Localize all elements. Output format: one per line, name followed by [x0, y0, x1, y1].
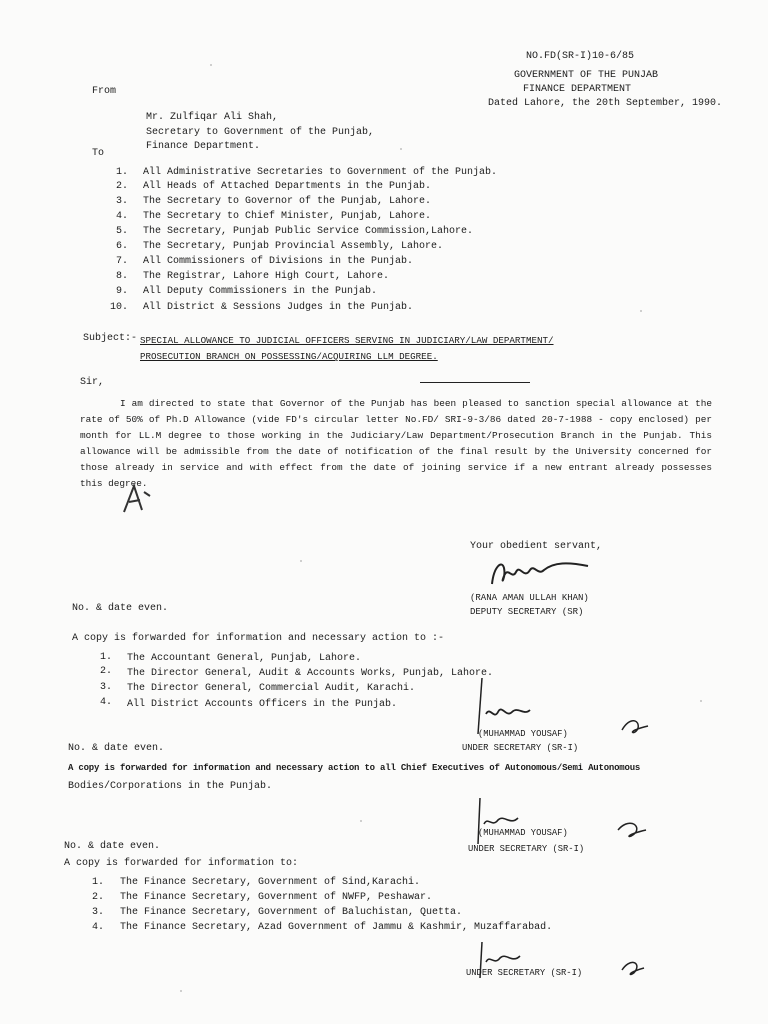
endorsement-1-item: The Director General, Commercial Audit, Karachi. [127, 683, 416, 694]
endorsement-1-item: All District Accounts Officers in the Punjab. [127, 699, 398, 710]
under-secretary-2-name: (MUHAMMAD YOUSAF) [478, 828, 568, 838]
list-number: 1. [116, 167, 129, 178]
scan-speck [400, 148, 402, 150]
to-label: To [92, 148, 105, 159]
scan-speck [300, 560, 302, 562]
list-number: 3. [100, 682, 113, 693]
list-number: 1. [100, 652, 113, 663]
endorsement-1-item: The Accountant General, Punjab, Lahore. [127, 653, 362, 664]
endorsement-3-intro: A copy is forwarded for information to: [64, 858, 299, 869]
subject-label: Subject:- [83, 333, 138, 344]
subject-line-2: PROSECUTION BRANCH ON POSSESSING/ACQUIRING LLM DEGREE. [140, 351, 438, 362]
list-number: 4. [92, 922, 105, 933]
list-number: 8. [116, 271, 129, 282]
list-number: 9. [116, 286, 129, 297]
recipient-item: The Secretary, Punjab Provincial Assembly, Lahore. [143, 241, 444, 252]
under-secretary-3-designation: UNDER SECRETARY (SR-I) [466, 968, 583, 978]
endorsement-3-number: No. & date even. [64, 841, 161, 852]
recipient-item: All Commissioners of Divisions in the Punjab. [143, 256, 414, 267]
list-number: 2. [100, 666, 113, 677]
under-secretary-2-designation: UNDER SECRETARY (SR-I) [468, 844, 585, 854]
recipient-item: The Secretary, Punjab Public Service Commission,Lahore. [143, 226, 474, 237]
endorsement-3-item: The Finance Secretary, Azad Government of Jammu & Kashmir, Muzaffarabad. [120, 922, 553, 933]
endorsement-2-number: No. & date even. [68, 743, 165, 754]
reference-number: NO.FD(SR-I)10-6/85 [526, 51, 635, 62]
scan-speck [360, 820, 362, 822]
recipient-item: All Deputy Commissioners in the Punjab. [143, 286, 378, 297]
list-number: 2. [92, 892, 105, 903]
recipient-item: The Registrar, Lahore High Court, Lahore. [143, 271, 390, 282]
list-number: 5. [116, 226, 129, 237]
list-number: 1. [92, 877, 105, 888]
endorsement-1-item: The Director General, Audit & Accounts Works, Punjab, Lahore. [127, 668, 494, 679]
recipient-item: All Heads of Attached Departments in the Punjab. [143, 181, 432, 192]
recipient-item: The Secretary to Chief Minister, Punjab, Lahore. [143, 211, 432, 222]
under-secretary-1-designation: UNDER SECRETARY (SR-I) [462, 743, 579, 753]
subject-line-1: SPECIAL ALLOWANCE TO JUDICIAL OFFICERS SERVING IN JUDICIARY/LAW DEPARTMENT/ [140, 335, 554, 346]
letter-body: I am directed to state that Governor of the Punjab has been pleased to sanction special allowance at the rate of 50% of Ph.D Allowance (vide FD's circular letter No.FD/ SRI-9-3/86 dated 20-7-1988 - copy enclosed) per month for LL.M degree to those working in the Judiciary/Law Department/Prosecution Branch in the Punjab. This allowance will be admissible from the date of notification of the final result by the University concerned for those already in service and with effect from the date of joining service if a new entrant already possesses this degree. [80, 398, 712, 489]
list-number: 7. [116, 256, 129, 267]
list-number: 2. [116, 181, 129, 192]
signature-deputy-secretary [484, 556, 594, 592]
endorsement-1-intro: A copy is forwarded for information and necessary action to :- [72, 633, 445, 644]
scan-speck [180, 990, 182, 992]
recipient-item: The Secretary to Governor of the Punjab, Lahore. [143, 196, 432, 207]
scan-speck [700, 700, 702, 702]
sender-department: Finance Department. [146, 141, 261, 152]
handwritten-mark [120, 482, 156, 516]
endorsement-2-line-2: Bodies/Corporations in the Punjab. [68, 781, 273, 792]
endorsement-3-item: The Finance Secretary, Government of Sind,Karachi. [120, 877, 421, 888]
endorsement-2-line-1: A copy is forwarded for information and necessary action to all Chief Executives of Autonomous/Semi Autonomous [68, 763, 641, 773]
scan-speck [640, 310, 642, 312]
government-heading: GOVERNMENT OF THE PUNJAB [514, 70, 659, 81]
list-number: 3. [92, 907, 105, 918]
deputy-secretary-name: (RANA AMAN ULLAH KHAN) [470, 593, 589, 603]
department-heading: FINANCE DEPARTMENT [523, 84, 632, 95]
list-number: 4. [116, 211, 129, 222]
signature-under-secretary-1 [472, 676, 652, 736]
list-number: 3. [116, 196, 129, 207]
subject-rule [420, 382, 530, 383]
letter-date: Dated Lahore, the 20th September, 1990. [488, 98, 723, 109]
from-label: From [92, 86, 117, 97]
endorsement-1-number: No. & date even. [72, 603, 169, 614]
sender-name: Mr. Zulfiqar Ali Shah, [146, 112, 279, 123]
deputy-secretary-designation: DEPUTY SECRETARY (SR) [470, 607, 584, 617]
endorsement-3-item: The Finance Secretary, Government of Baluchistan, Quetta. [120, 907, 463, 918]
list-number: 4. [100, 697, 113, 708]
list-number: 6. [116, 241, 129, 252]
endorsement-3-item: The Finance Secretary, Government of NWFP, Peshawar. [120, 892, 433, 903]
under-secretary-1-name: (MUHAMMAD YOUSAF) [478, 729, 568, 739]
recipient-item: All District & Sessions Judges in the Punjab. [143, 302, 414, 313]
scan-speck [210, 64, 212, 66]
sender-designation: Secretary to Government of the Punjab, [146, 127, 375, 138]
salutation: Sir, [80, 377, 105, 388]
list-number: 10. [110, 302, 129, 313]
closing-text: Your obedient servant, [470, 541, 603, 552]
recipient-item: All Administrative Secretaries to Government of the Punjab. [143, 167, 498, 178]
